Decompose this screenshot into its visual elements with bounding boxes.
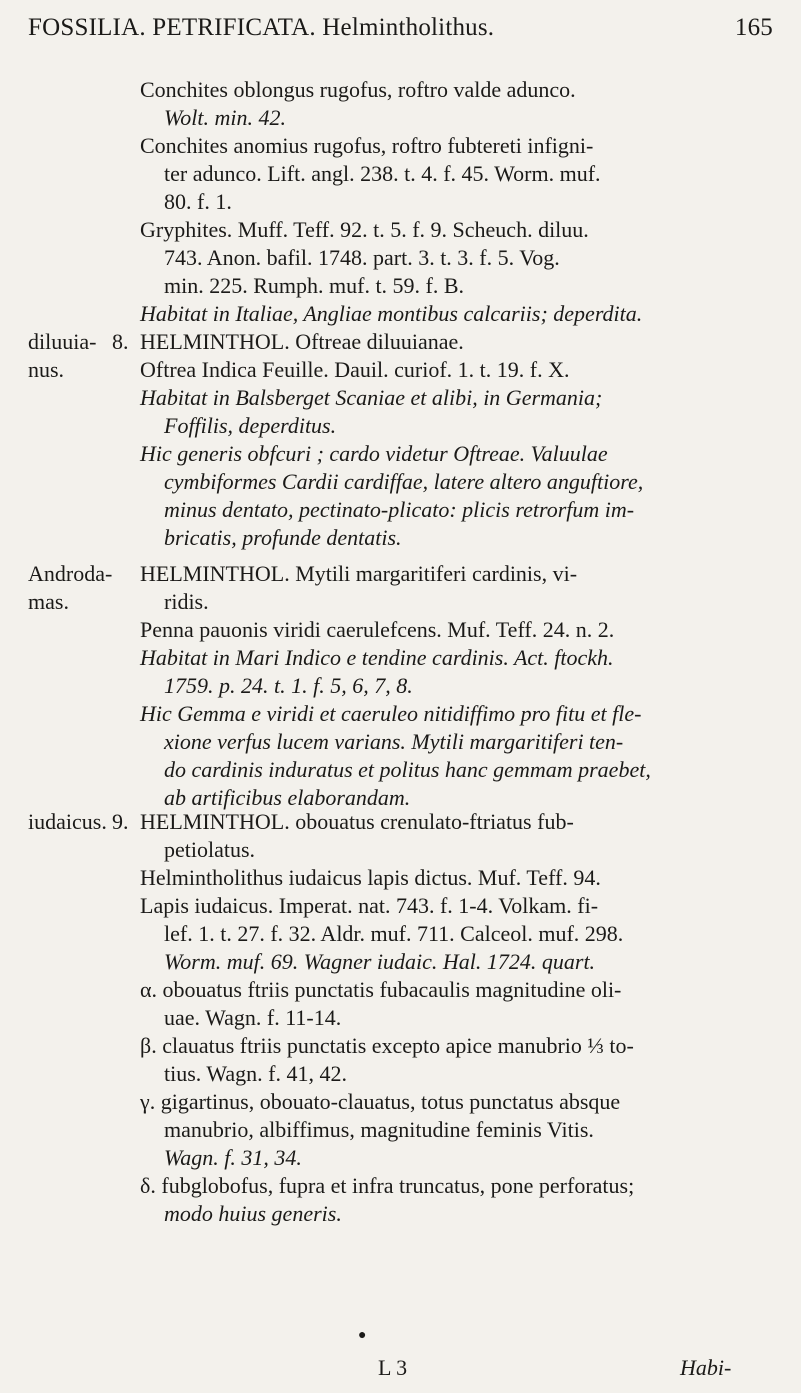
- entry-conchites: [140, 76, 790, 328]
- text-line: tius. Wagn. f. 41, 42.: [164, 1061, 347, 1086]
- text-line: petiolatus.: [164, 837, 256, 862]
- entry-heading: HELMINTHOL. Oftreae diluuianae.: [140, 329, 464, 354]
- text-line: Hic Gemma e viridi et caeruleo nitidiffimo pro fitu et fle-: [140, 701, 642, 726]
- text-line: 1759. p. 24. t. 1. f. 5, 6, 7, 8.: [164, 673, 413, 698]
- text-line: xione verfus lucem varians. Mytili margaritiferi ten-: [164, 729, 624, 754]
- text-line: 80. f. 1.: [164, 189, 232, 214]
- entry-9: [112, 808, 790, 1228]
- margin-note-diluuianus: diluuia- nus.: [28, 329, 97, 382]
- running-title: FOSSILIA. PETRIFICATA. Helmintholithus.: [28, 14, 495, 41]
- entry-8: [112, 328, 790, 552]
- entry-androdamas: [140, 560, 790, 812]
- text-line: manubrio, albiffimus, magnitudine feminis Vitis.: [164, 1117, 594, 1142]
- text-line: Habitat in Mari Indico e tendine cardinis. Act. ftockh.: [140, 645, 614, 670]
- text-line: lef. 1. t. 27. f. 32. Aldr. muf. 711. Calceol. muf. 298.: [164, 921, 624, 946]
- text-line: Lapis iudaicus. Imperat. nat. 743. f. 1-4. Volkam. fi-: [140, 893, 599, 918]
- variety-line: α. obouatus ftriis punctatis fubacaulis magnitudine oli-: [140, 977, 622, 1002]
- text-line: Oftrea Indica Feuille. Dauil. curiof. 1. t. 19. f. X.: [140, 357, 570, 382]
- variety-line: γ. gigartinus, obouato-clauatus, totus punctatus absque: [140, 1089, 621, 1114]
- entry-number: 8.: [112, 329, 129, 354]
- text-line: Gryphites. Muff. Teff. 92. t. 5. f. 9. Scheuch. diluu.: [140, 217, 589, 242]
- text-line: Conchites anomius rugofus, roftro fubtereti infigni-: [140, 133, 594, 158]
- text-line: minus dentato, pectinato-plicato: plicis retrorfum im-: [164, 497, 635, 522]
- text-line: do cardinis induratus et politus hanc gemmam praebet,: [164, 757, 651, 782]
- text-line: Worm. muf. 69. Wagner iudaic. Hal. 1724. quart.: [164, 949, 596, 974]
- entry-heading: HELMINTHOL. Mytili margaritiferi cardinis, vi-: [140, 561, 578, 586]
- text-line: Habitat in Balsberget Scaniae et alibi, in Germania;: [140, 385, 603, 410]
- entry-number: 9.: [112, 809, 129, 834]
- entry-heading: HELMINTHOL. obouatus crenulato-ftriatus fub-: [140, 809, 574, 834]
- text-line: ridis.: [164, 589, 209, 614]
- text-line: Penna pauonis viridi caerulefcens. Muf. Teff. 24. n. 2.: [140, 617, 615, 642]
- text-line: Foffilis, deperditus.: [164, 413, 337, 438]
- ornament-dot: ●: [358, 1328, 367, 1343]
- text-line: ab artificibus elaborandam.: [164, 785, 411, 810]
- text-line: min. 225. Rumph. muf. t. 59. f. B.: [164, 273, 465, 298]
- text-line: modo huius generis.: [164, 1201, 342, 1226]
- text-line: Wagn. f. 31, 34.: [164, 1145, 302, 1170]
- margin-note-iudaicus: iudaicus.: [28, 809, 107, 834]
- text-line: Wolt. min. 42.: [164, 105, 287, 130]
- page-number: 165: [734, 14, 773, 41]
- text-line: uae. Wagn. f. 11-14.: [164, 1005, 342, 1030]
- catchword: Habi-: [680, 1355, 732, 1380]
- text-line: Habitat in Italiae, Angliae montibus calcariis; deperdita.: [140, 301, 643, 326]
- running-header: [28, 14, 773, 42]
- text-line: 743. Anon. bafil. 1748. part. 3. t. 3. f. 5. Vog.: [164, 245, 560, 270]
- variety-line: β. clauatus ftriis punctatis excepto apice manubrio ⅓ to-: [140, 1033, 634, 1058]
- margin-note-androdamas: Androda- mas.: [28, 561, 113, 614]
- text-line: cymbiformes Cardii cardiffae, latere altero anguftiore,: [164, 469, 644, 494]
- variety-line: δ. fubglobofus, fupra et infra truncatus, pone perforatus;: [140, 1173, 635, 1198]
- text-line: Hic generis obfcuri ; cardo videtur Oftreae. Valuulae: [140, 441, 608, 466]
- text-line: ter adunco. Lift. angl. 238. t. 4. f. 45. Worm. muf.: [164, 161, 601, 186]
- text-line: Helmintholithus iudaicus lapis dictus. Muf. Teff. 94.: [140, 865, 601, 890]
- text-line: bricatis, profunde dentatis.: [164, 525, 402, 550]
- text-line: Conchites oblongus rugofus, roftro valde adunco.: [140, 77, 576, 102]
- signature-mark: L 3: [378, 1355, 408, 1380]
